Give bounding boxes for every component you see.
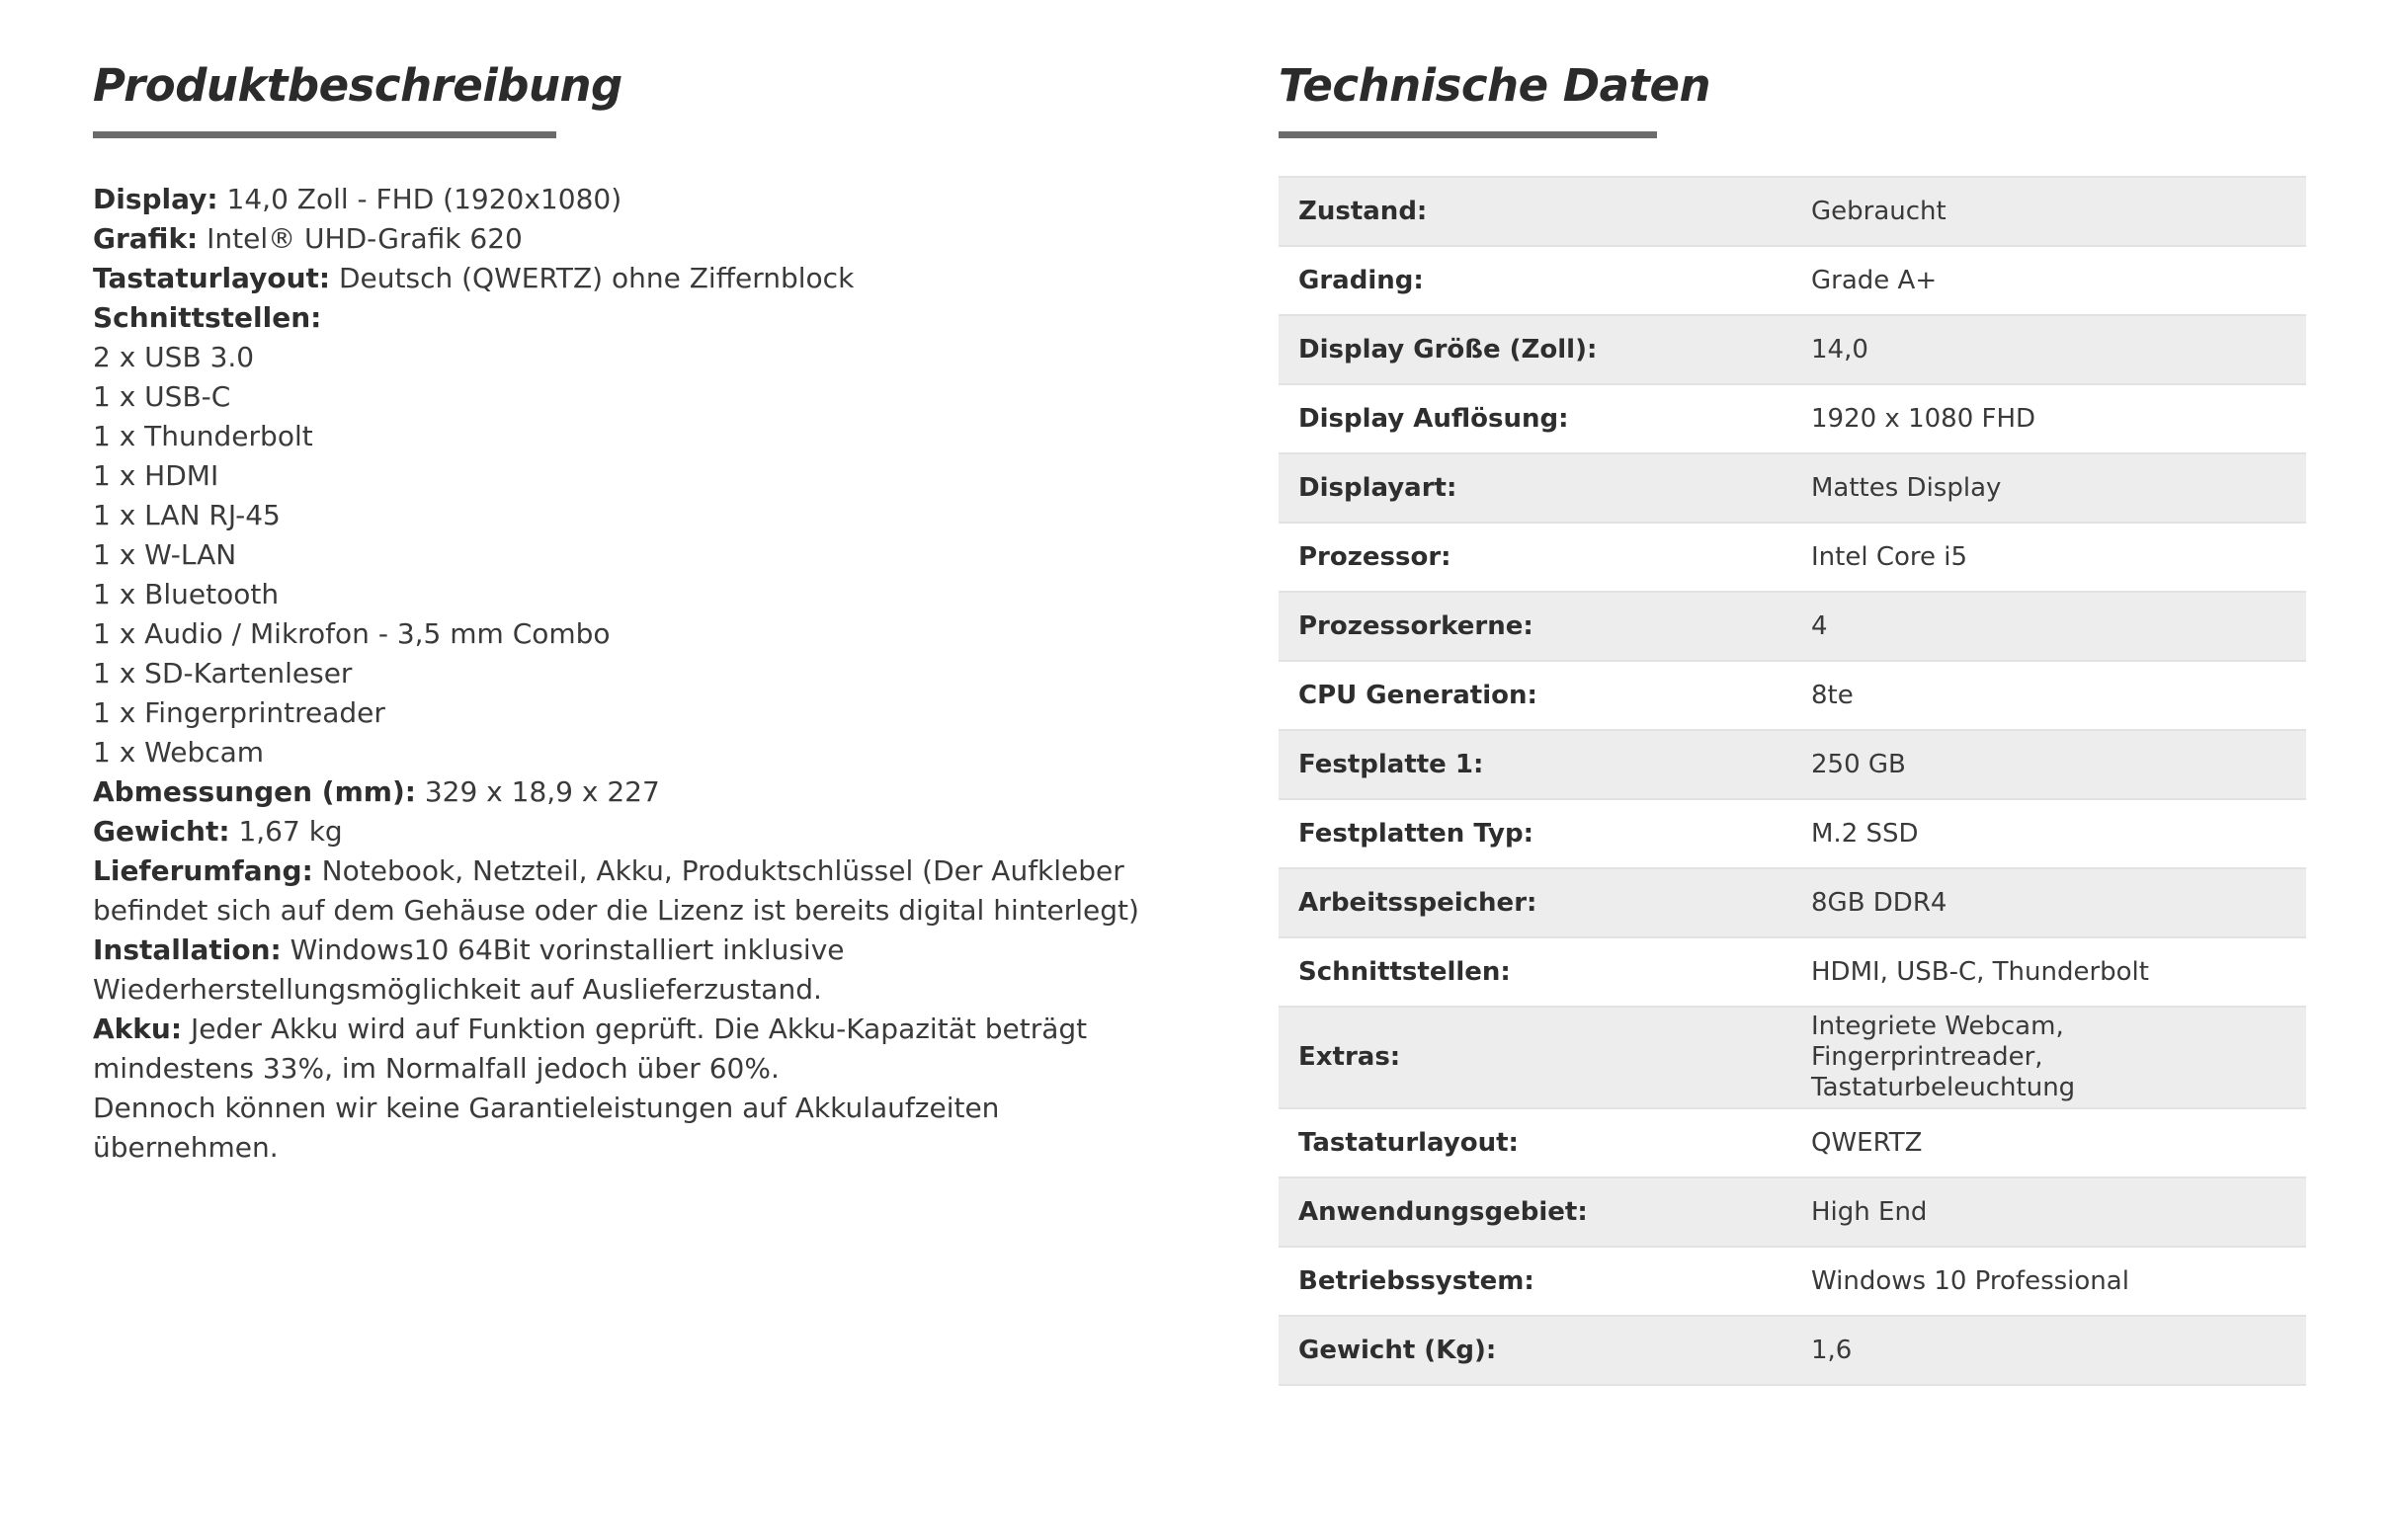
spec-label: Displayart: [1279,453,1791,523]
spec-label: Festplatte 1: [1279,730,1791,799]
technical-data-section [1279,0,2306,1386]
spec-label: Extras: [1279,1007,1791,1108]
description-line [93,575,1180,614]
description-line-text: 1 x Fingerprintreader [93,696,385,729]
description-line [93,654,1180,693]
description-line-text: Jeder Akku wird auf Funktion geprüft. Die Akku-Kapazität beträgt mindestens 33%, im Normalfall jedoch über 60%. [93,1013,1088,1085]
description-line-key: Schnittstellen: [93,301,322,334]
specs-heading: Technische Daten [1279,59,1711,112]
description-line-key: Tastaturlayout: [93,262,331,294]
description-line-text: 1,67 kg [229,815,343,848]
spec-label: Festplatten Typ: [1279,799,1791,868]
description-line-text: 1 x Audio / Mikrofon - 3,5 mm Combo [93,617,611,650]
description-line-text: 1 x SD-Kartenleser [93,657,353,689]
description-line-text: Windows10 64Bit vorinstalliert inklusive Wiederherstellungsmöglichkeit auf Auslieferzustand. [93,933,845,1006]
spec-row [1279,1108,2306,1177]
spec-row [1279,1177,2306,1247]
spec-value: Mattes Display [1791,453,2306,523]
description-line [93,496,1180,535]
description-line-text: 1 x Thunderbolt [93,420,313,452]
description-line-text: Dennoch können wir keine Garantieleistungen auf Akkulaufzeiten übernehmen. [93,1092,1000,1164]
description-line-text: 1 x HDMI [93,459,219,492]
description-line-text: 329 x 18,9 x 227 [415,775,660,808]
spec-value: Windows 10 Professional [1791,1247,2306,1316]
description-line [93,535,1180,575]
spec-label: Display Größe (Zoll): [1279,315,1791,384]
description-line-key: Display: [93,183,218,215]
spec-row [1279,384,2306,453]
spec-label: Tastaturlayout: [1279,1108,1791,1177]
spec-label: Zustand: [1279,177,1791,246]
spec-row [1279,592,2306,661]
description-line-key: Gewicht: [93,815,230,848]
description-line-key: Installation: [93,933,282,966]
description-line [93,772,1180,812]
spec-row [1279,1316,2306,1385]
spec-value: 4 [1791,592,2306,661]
spec-row [1279,1247,2306,1316]
spec-label: Prozessor: [1279,523,1791,592]
description-line [93,812,1180,851]
spec-row [1279,453,2306,523]
spec-value: 1,6 [1791,1316,2306,1385]
description-line-text: 1 x LAN RJ-45 [93,499,281,531]
spec-value: Grade A+ [1791,246,2306,315]
description-line [93,456,1180,496]
description-line [93,377,1180,417]
description-line-key: Abmessungen (mm): [93,775,416,808]
spec-value: Gebraucht [1791,177,2306,246]
spec-value: Intel Core i5 [1791,523,2306,592]
spec-value: QWERTZ [1791,1108,2306,1177]
description-line [93,1089,1180,1168]
description-line-text: 2 x USB 3.0 [93,341,255,373]
spec-value: M.2 SSD [1791,799,2306,868]
description-line-text: Notebook, Netzteil, Akku, Produktschlüssel (Der Aufkleber befindet sich auf dem Gehäuse oder die Lizenz ist bereits digital hinterlegt) [93,854,1139,927]
spec-label: Grading: [1279,246,1791,315]
spec-row [1279,730,2306,799]
spec-label: Prozessorkerne: [1279,592,1791,661]
spec-row [1279,799,2306,868]
description-line [93,931,1180,1010]
specs-table [1279,176,2306,1386]
spec-label: Display Auflösung: [1279,384,1791,453]
spec-row [1279,246,2306,315]
description-line-text: 14,0 Zoll - FHD (1920x1080) [217,183,622,215]
description-line-key: Akku: [93,1013,183,1045]
description-line [93,338,1180,377]
spec-row [1279,1007,2306,1108]
description-line [93,614,1180,654]
spec-value: HDMI, USB-C, Thunderbolt [1791,937,2306,1007]
spec-value: 14,0 [1791,315,2306,384]
description-line [93,180,1180,219]
description-line [93,219,1180,259]
description-line-text: 1 x W-LAN [93,538,237,571]
description-line-text: Intel® UHD-Grafik 620 [198,222,523,255]
description-line [93,693,1180,733]
description-line [93,733,1180,772]
description-list [93,180,1180,1168]
spec-label: Arbeitsspeicher: [1279,868,1791,937]
spec-row [1279,868,2306,937]
description-line-key: Grafik: [93,222,199,255]
spec-label: Betriebssystem: [1279,1247,1791,1316]
spec-value: 8GB DDR4 [1791,868,2306,937]
spec-value: High End [1791,1177,2306,1247]
spec-value: 1920 x 1080 FHD [1791,384,2306,453]
description-heading-underline [93,131,556,138]
spec-value: 250 GB [1791,730,2306,799]
spec-value: 8te [1791,661,2306,730]
description-line-text: 1 x Webcam [93,736,265,769]
description-line-text: 1 x Bluetooth [93,578,280,610]
specs-heading-underline [1279,131,1657,138]
description-line [93,259,1180,298]
spec-row [1279,315,2306,384]
description-line [93,417,1180,456]
description-line [93,298,1180,338]
spec-row [1279,523,2306,592]
spec-row [1279,661,2306,730]
description-line-text: 1 x USB-C [93,380,231,413]
spec-row [1279,177,2306,246]
description-line-key: Lieferumfang: [93,854,313,887]
description-heading: Produktbeschreibung [93,59,622,112]
spec-row [1279,937,2306,1007]
product-description-section [93,0,1180,1168]
description-line-text: Deutsch (QWERTZ) ohne Ziffernblock [330,262,855,294]
spec-value: Integriete Webcam, Fingerprintreader, Tastaturbeleuchtung [1791,1007,2306,1108]
description-line [93,1010,1180,1089]
spec-label: Schnittstellen: [1279,937,1791,1007]
spec-label: Anwendungsgebiet: [1279,1177,1791,1247]
description-line [93,851,1180,931]
spec-label: Gewicht (Kg): [1279,1316,1791,1385]
spec-label: CPU Generation: [1279,661,1791,730]
